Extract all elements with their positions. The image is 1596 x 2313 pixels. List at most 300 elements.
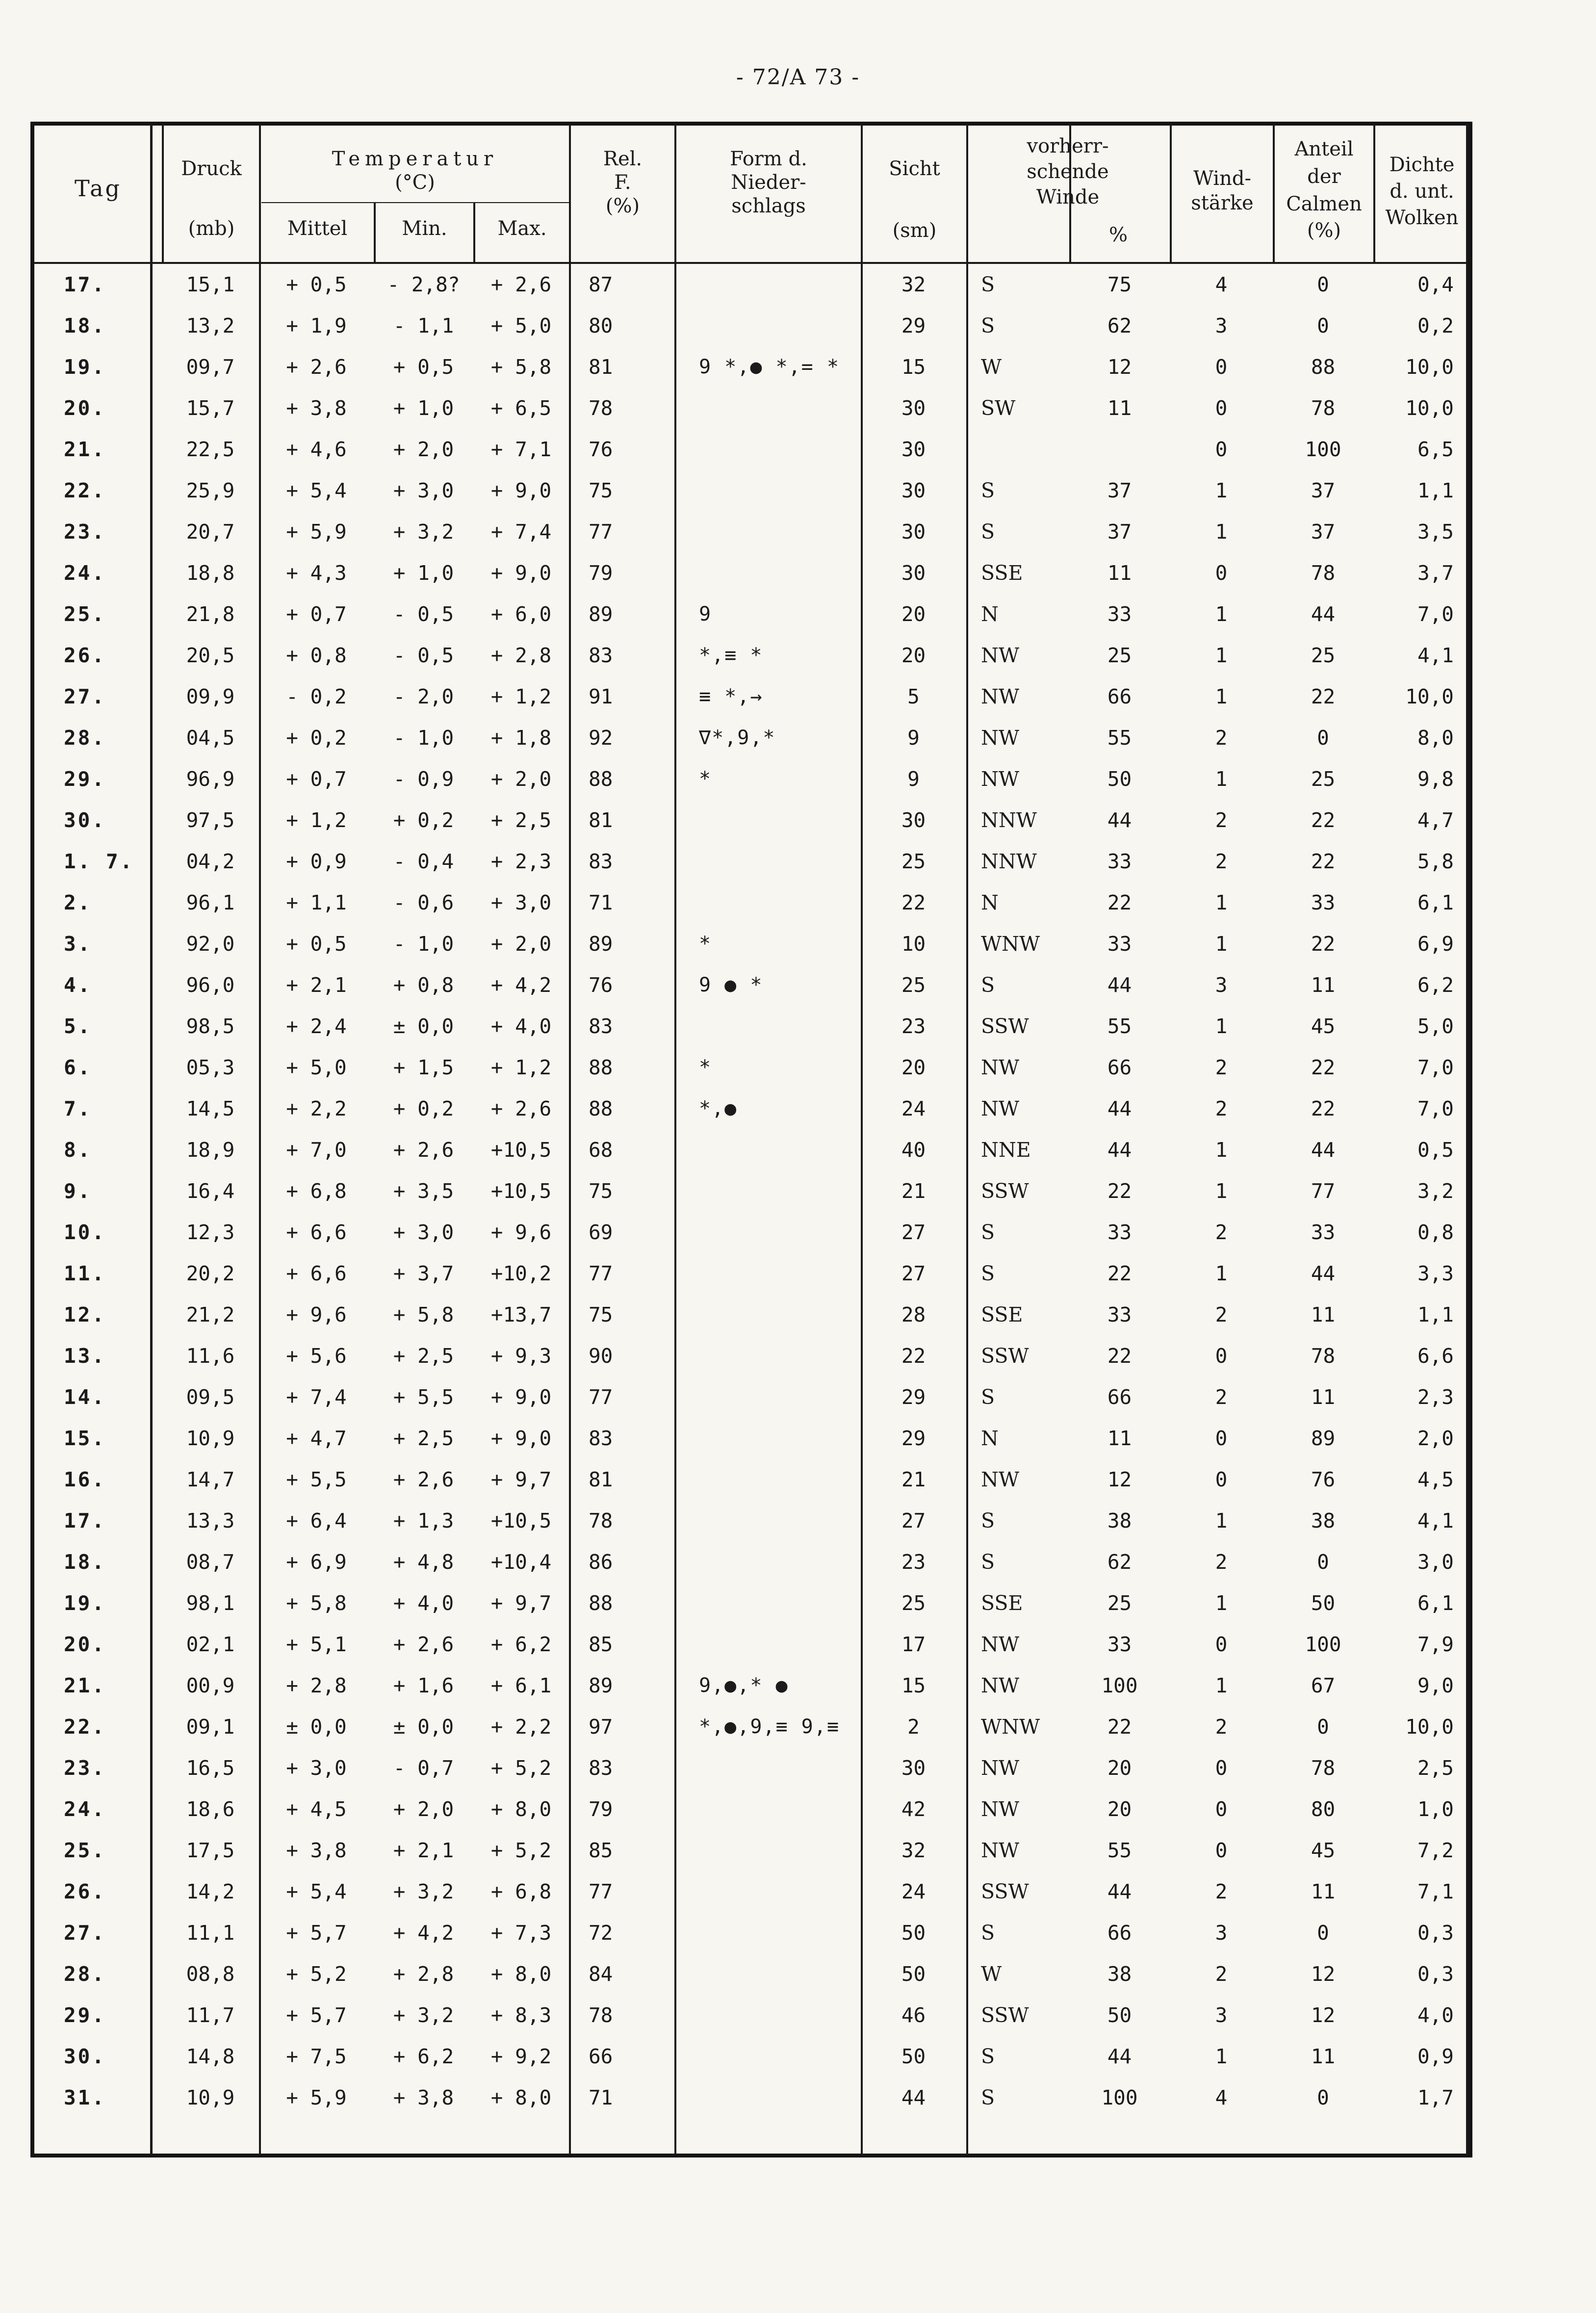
visibility-cell: 22: [901, 891, 926, 914]
temp-min-cell: + 2,8: [393, 1962, 454, 1986]
day-cell: 13.: [64, 1344, 106, 1368]
cloud-cover-cell: 10,0: [1405, 396, 1454, 420]
temp-min-cell: ± 0,0: [393, 1014, 454, 1038]
wind-percent-cell: 22: [1107, 1715, 1132, 1739]
precipitation-cell: 9 ● *: [699, 974, 763, 996]
temp-mean-cell: + 0,2: [286, 726, 347, 750]
humidity-cell: 89: [589, 602, 613, 626]
table-row: [34, 635, 1468, 676]
calm-share-cell: 78: [1311, 396, 1336, 420]
cloud-cover-cell: 4,7: [1417, 808, 1454, 832]
calm-share-cell: 22: [1311, 932, 1336, 956]
cloud-cover-cell: 0,9: [1417, 2045, 1454, 2068]
calm-share-cell: 78: [1311, 1344, 1336, 1368]
cloud-cover-cell: 0,5: [1417, 1138, 1454, 1162]
wind-percent-cell: 11: [1107, 561, 1132, 585]
header-relf-2: F.: [614, 171, 631, 194]
temp-max-cell: + 9,7: [490, 1468, 552, 1491]
cloud-cover-cell: 1,0: [1417, 1797, 1454, 1821]
wind-force-cell: 4: [1215, 273, 1228, 296]
temp-min-cell: + 1,5: [393, 1056, 454, 1079]
calm-share-cell: 22: [1311, 808, 1336, 832]
wind-direction-cell: NNE: [981, 1138, 1031, 1162]
wind-force-cell: 1: [1215, 2045, 1228, 2068]
humidity-cell: 89: [589, 932, 613, 956]
cloud-cover-cell: 7,0: [1417, 1097, 1454, 1120]
precipitation-cell: [674, 1253, 861, 1294]
calm-share-cell: 33: [1311, 891, 1336, 914]
precipitation-cell: ≡ *,→: [699, 685, 763, 708]
cloud-cover-cell: 7,2: [1417, 1839, 1454, 1862]
temp-min-cell: + 1,0: [393, 561, 454, 585]
day-cell: 23.: [64, 520, 106, 544]
precipitation-cell: 9 *,● *,= *: [699, 356, 840, 378]
day-cell: 22.: [64, 479, 106, 502]
temp-max-cell: + 2,6: [490, 1097, 552, 1120]
wind-direction-cell: S: [981, 1921, 995, 1945]
wind-force-cell: 1: [1215, 644, 1228, 667]
wind-direction-cell: SSW: [981, 1179, 1029, 1203]
weather-table: [34, 264, 1468, 2118]
precipitation-cell: [674, 1129, 861, 1170]
day-cell: 17.: [64, 1509, 106, 1533]
pressure-cell: 20,7: [186, 520, 235, 544]
temp-mean-cell: + 5,9: [286, 520, 347, 544]
day-cell: 28.: [64, 726, 106, 750]
precipitation-cell: *,≡ *: [699, 644, 763, 667]
calm-share-cell: 22: [1311, 685, 1336, 708]
wind-direction-cell: S: [981, 1221, 995, 1244]
precipitation-cell: [674, 305, 861, 346]
temp-min-cell: + 3,7: [393, 1262, 454, 1285]
temp-min-cell: + 4,8: [393, 1550, 454, 1574]
precipitation-cell: 9,●,* ●: [699, 1674, 789, 1697]
cloud-cover-cell: 7,1: [1417, 1880, 1454, 1903]
page-number: - 72/A 73 -: [736, 65, 860, 90]
humidity-cell: 72: [589, 1921, 613, 1945]
table-row: [34, 882, 1468, 923]
temp-mean-cell: + 6,8: [286, 1179, 347, 1203]
temp-mean-cell: + 7,4: [286, 1385, 347, 1409]
visibility-cell: 27: [901, 1221, 926, 1244]
wind-force-cell: 2: [1215, 1097, 1228, 1120]
day-cell: 16.: [64, 1468, 106, 1491]
temp-min-cell: + 1,0: [393, 396, 454, 420]
temp-mean-cell: + 4,6: [286, 438, 347, 461]
pressure-cell: 14,2: [186, 1880, 235, 1903]
precipitation-cell: [674, 2036, 861, 2077]
day-cell: 14.: [64, 1385, 106, 1409]
temp-mean-cell: + 0,9: [286, 850, 347, 873]
wind-force-cell: 1: [1215, 1138, 1228, 1162]
temp-max-cell: + 4,0: [490, 1014, 552, 1038]
pressure-cell: 05,3: [186, 1056, 235, 1079]
day-cell: 31.: [64, 2086, 106, 2109]
temp-min-cell: + 2,1: [393, 1839, 454, 1862]
wind-percent-cell: 12: [1107, 355, 1132, 379]
temp-mean-cell: + 2,6: [286, 355, 347, 379]
calm-share-cell: 11: [1311, 1385, 1336, 1409]
humidity-cell: 75: [589, 479, 613, 502]
pressure-cell: 09,1: [186, 1715, 235, 1739]
table-row: [34, 2077, 1468, 2118]
header-calmen-3: Calmen: [1286, 193, 1362, 215]
precipitation-cell: [674, 800, 861, 841]
humidity-cell: 90: [589, 1344, 613, 1368]
day-cell: 30.: [64, 808, 106, 832]
calm-share-cell: 0: [1317, 2086, 1329, 2109]
wind-direction-cell: NW: [981, 1633, 1020, 1656]
cloud-cover-cell: 3,2: [1417, 1179, 1454, 1203]
wind-direction-cell: N: [981, 602, 999, 626]
precipitation-cell: [674, 1953, 861, 1995]
wind-direction-cell: NW: [981, 767, 1020, 791]
header-wolken: Dichte: [1389, 154, 1455, 176]
wind-percent-cell: 33: [1107, 1221, 1132, 1244]
table-row: [34, 1665, 1468, 1706]
precipitation-cell: [674, 1541, 861, 1583]
temp-mean-cell: + 4,7: [286, 1427, 347, 1450]
table-row: [34, 1500, 1468, 1541]
wind-direction-cell: NW: [981, 1056, 1020, 1079]
wind-percent-cell: 75: [1107, 273, 1132, 296]
humidity-cell: 68: [589, 1138, 613, 1162]
temp-mean-cell: + 5,5: [286, 1468, 347, 1491]
day-cell: 8.: [64, 1138, 92, 1162]
temp-mean-cell: + 3,8: [286, 396, 347, 420]
cloud-cover-cell: 8,0: [1417, 726, 1454, 750]
wind-direction-cell: S: [981, 2045, 995, 2068]
wind-percent-cell: 62: [1107, 1550, 1132, 1574]
wind-force-cell: 1: [1215, 1179, 1228, 1203]
calm-share-cell: 50: [1311, 1591, 1336, 1615]
pressure-cell: 11,6: [186, 1344, 235, 1368]
calm-share-cell: 0: [1317, 314, 1329, 338]
cloud-cover-cell: 0,8: [1417, 1221, 1454, 1244]
table-row: [34, 1006, 1468, 1047]
header-wolken-2: d. unt.: [1390, 180, 1454, 203]
wind-direction-cell: NW: [981, 1839, 1020, 1862]
wind-force-cell: 0: [1215, 355, 1228, 379]
cloud-cover-cell: 2,3: [1417, 1385, 1454, 1409]
calm-share-cell: 37: [1311, 520, 1336, 544]
day-cell: 17.: [64, 273, 106, 296]
temp-max-cell: + 2,0: [490, 767, 552, 791]
temp-mean-cell: - 0,2: [286, 685, 347, 708]
humidity-cell: 86: [589, 1550, 613, 1574]
wind-percent-cell: 33: [1107, 1303, 1132, 1326]
cloud-cover-cell: 4,0: [1417, 2003, 1454, 2027]
humidity-cell: 78: [589, 396, 613, 420]
header-calmen-unit: (%): [1307, 219, 1341, 242]
header-mittel: Mittel: [287, 217, 348, 240]
pressure-cell: 14,8: [186, 2045, 235, 2068]
calm-share-cell: 89: [1311, 1427, 1336, 1450]
visibility-cell: 27: [901, 1509, 926, 1533]
wind-percent-cell: 33: [1107, 932, 1132, 956]
cloud-cover-cell: 7,0: [1417, 1056, 1454, 1079]
precipitation-cell: [674, 1170, 861, 1212]
calm-share-cell: 67: [1311, 1674, 1336, 1697]
day-cell: 24.: [64, 1797, 106, 1821]
temp-mean-cell: ± 0,0: [286, 1715, 347, 1739]
wind-force-cell: 0: [1215, 1427, 1228, 1450]
temp-max-cell: + 6,2: [490, 1633, 552, 1656]
table-row: [34, 923, 1468, 964]
cloud-cover-cell: 6,2: [1417, 973, 1454, 997]
visibility-cell: 24: [901, 1880, 926, 1903]
table-row: [34, 1747, 1468, 1789]
temp-max-cell: + 9,0: [490, 561, 552, 585]
temp-min-cell: + 1,6: [393, 1674, 454, 1697]
wind-percent-cell: 12: [1107, 1468, 1132, 1491]
wind-force-cell: 3: [1215, 973, 1228, 997]
table-row: [34, 1541, 1468, 1583]
visibility-cell: 5: [907, 685, 920, 708]
precipitation-cell: [674, 1006, 861, 1047]
humidity-cell: 77: [589, 520, 613, 544]
table-row: [34, 1995, 1468, 2036]
day-cell: 22.: [64, 1715, 106, 1739]
temp-mean-cell: + 1,1: [286, 891, 347, 914]
day-cell: 25.: [64, 602, 106, 626]
table-row: [34, 1170, 1468, 1212]
wind-force-cell: 1: [1215, 479, 1228, 502]
wind-percent-cell: 11: [1107, 1427, 1132, 1450]
cloud-cover-cell: 0,2: [1417, 314, 1454, 338]
wind-percent-cell: 66: [1107, 1056, 1132, 1079]
calm-share-cell: 11: [1311, 2045, 1336, 2068]
temp-max-cell: + 8,0: [490, 2086, 552, 2109]
visibility-cell: 15: [901, 355, 926, 379]
day-cell: 23.: [64, 1756, 106, 1780]
cloud-cover-cell: 2,5: [1417, 1756, 1454, 1780]
cloud-cover-cell: 10,0: [1405, 355, 1454, 379]
day-cell: 26.: [64, 1880, 106, 1903]
wind-direction-cell: S: [981, 973, 995, 997]
calm-share-cell: 33: [1311, 1221, 1336, 1244]
table-row: [34, 676, 1468, 717]
cloud-cover-cell: 9,0: [1417, 1674, 1454, 1697]
temp-mean-cell: + 3,8: [286, 1839, 347, 1862]
wind-percent-cell: 66: [1107, 1385, 1132, 1409]
pressure-cell: 08,7: [186, 1550, 235, 1574]
pressure-cell: 13,3: [186, 1509, 235, 1533]
temp-min-cell: + 2,6: [393, 1138, 454, 1162]
visibility-cell: 23: [901, 1550, 926, 1574]
temp-min-cell: + 2,6: [393, 1633, 454, 1656]
precipitation-cell: [674, 552, 861, 594]
precipitation-cell: [674, 1830, 861, 1871]
day-cell: 18.: [64, 314, 106, 338]
humidity-cell: 76: [589, 438, 613, 461]
table-row: [34, 1624, 1468, 1665]
wind-percent-cell: 33: [1107, 602, 1132, 626]
temp-max-cell: + 8,3: [490, 2003, 552, 2027]
temp-min-cell: - 0,4: [393, 850, 454, 873]
header-tag: Tag: [75, 175, 122, 202]
day-cell: 1. 7.: [64, 850, 134, 873]
calm-share-cell: 0: [1317, 273, 1329, 296]
wind-force-cell: 1: [1215, 891, 1228, 914]
pressure-cell: 16,4: [186, 1179, 235, 1203]
cloud-cover-cell: 6,5: [1417, 438, 1454, 461]
calm-share-cell: 25: [1311, 767, 1336, 791]
temp-min-cell: - 1,0: [393, 932, 454, 956]
wind-percent-cell: 44: [1107, 2045, 1132, 2068]
header-winde-pct: %: [1108, 224, 1128, 246]
temp-max-cell: + 2,5: [490, 808, 552, 832]
temp-min-cell: + 3,5: [393, 1179, 454, 1203]
wind-force-cell: 1: [1215, 1262, 1228, 1285]
temp-max-cell: + 6,5: [490, 396, 552, 420]
wind-percent-cell: 22: [1107, 1344, 1132, 1368]
temp-min-cell: - 0,5: [393, 644, 454, 667]
temp-max-cell: + 6,8: [490, 1880, 552, 1903]
calm-share-cell: 22: [1311, 1097, 1336, 1120]
precipitation-cell: [674, 1747, 861, 1789]
day-cell: 21.: [64, 1674, 106, 1697]
wind-direction-cell: SW: [981, 396, 1016, 420]
visibility-cell: 44: [901, 2086, 926, 2109]
header-druck-unit: (mb): [188, 217, 235, 240]
humidity-cell: 84: [589, 1962, 613, 1986]
wind-percent-cell: 22: [1107, 1179, 1132, 1203]
temp-max-cell: + 5,0: [490, 314, 552, 338]
temp-mean-cell: + 0,7: [286, 767, 347, 791]
pressure-cell: 11,7: [186, 2003, 235, 2027]
temp-max-cell: + 9,7: [490, 1591, 552, 1615]
wind-force-cell: 1: [1215, 1014, 1228, 1038]
humidity-cell: 83: [589, 644, 613, 667]
header-calmen: Anteil: [1294, 138, 1354, 160]
table-row: [34, 1953, 1468, 1995]
temp-max-cell: + 4,2: [490, 973, 552, 997]
col-divider: [162, 124, 164, 264]
wind-force-cell: 2: [1215, 850, 1228, 873]
wind-percent-cell: 100: [1101, 2086, 1138, 2109]
table-row: [34, 552, 1468, 594]
humidity-cell: 83: [589, 1014, 613, 1038]
wind-direction-cell: WNW: [981, 932, 1040, 956]
temp-max-cell: +10,2: [490, 1262, 552, 1285]
header-calmen-2: der: [1307, 165, 1341, 188]
calm-share-cell: 22: [1311, 850, 1336, 873]
day-cell: 18.: [64, 1550, 106, 1574]
temp-min-cell: ± 0,0: [393, 1715, 454, 1739]
humidity-cell: 97: [589, 1715, 613, 1739]
visibility-cell: 9: [907, 767, 920, 791]
visibility-cell: 23: [901, 1014, 926, 1038]
temp-mean-cell: + 0,8: [286, 644, 347, 667]
wind-percent-cell: 38: [1107, 1962, 1132, 1986]
temp-min-cell: + 0,5: [393, 355, 454, 379]
wind-direction-cell: SSE: [981, 561, 1023, 585]
temp-min-cell: + 2,0: [393, 438, 454, 461]
cloud-cover-cell: 10,0: [1405, 685, 1454, 708]
temp-max-cell: + 1,2: [490, 685, 552, 708]
calm-share-cell: 22: [1311, 1056, 1336, 1079]
wind-percent-cell: 33: [1107, 850, 1132, 873]
day-cell: 12.: [64, 1303, 106, 1326]
temp-mean-cell: + 3,0: [286, 1756, 347, 1780]
temp-max-cell: +10,4: [490, 1550, 552, 1574]
temp-mean-cell: + 0,5: [286, 932, 347, 956]
table-row: [34, 1706, 1468, 1747]
temp-max-cell: +13,7: [490, 1303, 552, 1326]
humidity-cell: 81: [589, 355, 613, 379]
wind-direction-cell: NW: [981, 1797, 1020, 1821]
humidity-cell: 76: [589, 973, 613, 997]
wind-percent-cell: 44: [1107, 1097, 1132, 1120]
visibility-cell: 20: [901, 1056, 926, 1079]
wind-percent-cell: 55: [1107, 726, 1132, 750]
calm-share-cell: 0: [1317, 1715, 1329, 1739]
humidity-cell: 79: [589, 1797, 613, 1821]
pressure-cell: 96,0: [186, 973, 235, 997]
cloud-cover-cell: 2,0: [1417, 1427, 1454, 1450]
calm-share-cell: 0: [1317, 1550, 1329, 1574]
temp-mean-cell: + 0,7: [286, 602, 347, 626]
table-row: [34, 1212, 1468, 1253]
wind-direction-cell: [966, 429, 1069, 470]
precipitation-cell: [674, 1294, 861, 1335]
temp-mean-cell: + 5,9: [286, 2086, 347, 2109]
temp-mean-cell: + 1,2: [286, 808, 347, 832]
visibility-cell: 17: [901, 1633, 926, 1656]
wind-percent-cell: 22: [1107, 1262, 1132, 1285]
humidity-cell: 77: [589, 1385, 613, 1409]
cloud-cover-cell: 3,5: [1417, 520, 1454, 544]
visibility-cell: 24: [901, 1097, 926, 1120]
temp-min-cell: + 0,2: [393, 1097, 454, 1120]
precipitation-cell: [674, 470, 861, 511]
table-row: [34, 1253, 1468, 1294]
wind-direction-cell: NW: [981, 1756, 1020, 1780]
temp-max-cell: + 9,0: [490, 479, 552, 502]
wind-percent-cell: 50: [1107, 2003, 1132, 2027]
visibility-cell: 32: [901, 273, 926, 296]
temp-min-cell: - 0,7: [393, 1756, 454, 1780]
precipitation-cell: [674, 1377, 861, 1418]
temp-mean-cell: + 2,8: [286, 1674, 347, 1697]
temp-mean-cell: + 9,6: [286, 1303, 347, 1326]
visibility-cell: 25: [901, 850, 926, 873]
table-row: [34, 1583, 1468, 1624]
day-cell: 10.: [64, 1221, 106, 1244]
calm-share-cell: 45: [1311, 1014, 1336, 1038]
humidity-cell: 91: [589, 685, 613, 708]
pressure-cell: 08,8: [186, 1962, 235, 1986]
table-row: [34, 1871, 1468, 1912]
wind-force-cell: 3: [1215, 1921, 1228, 1945]
pressure-cell: 13,2: [186, 314, 235, 338]
temp-mean-cell: + 4,5: [286, 1797, 347, 1821]
pressure-cell: 25,9: [186, 479, 235, 502]
header-max: Max.: [497, 217, 547, 240]
pressure-cell: 96,9: [186, 767, 235, 791]
day-cell: 19.: [64, 355, 106, 379]
visibility-cell: 30: [901, 561, 926, 585]
temp-mean-cell: + 5,7: [286, 2003, 347, 2027]
wind-direction-cell: S: [981, 2086, 995, 2109]
temp-max-cell: + 9,6: [490, 1221, 552, 1244]
table-row: [34, 964, 1468, 1006]
visibility-cell: 2: [907, 1715, 920, 1739]
wind-percent-cell: 44: [1107, 808, 1132, 832]
cloud-cover-cell: 1,7: [1417, 2086, 1454, 2109]
visibility-cell: 30: [901, 396, 926, 420]
